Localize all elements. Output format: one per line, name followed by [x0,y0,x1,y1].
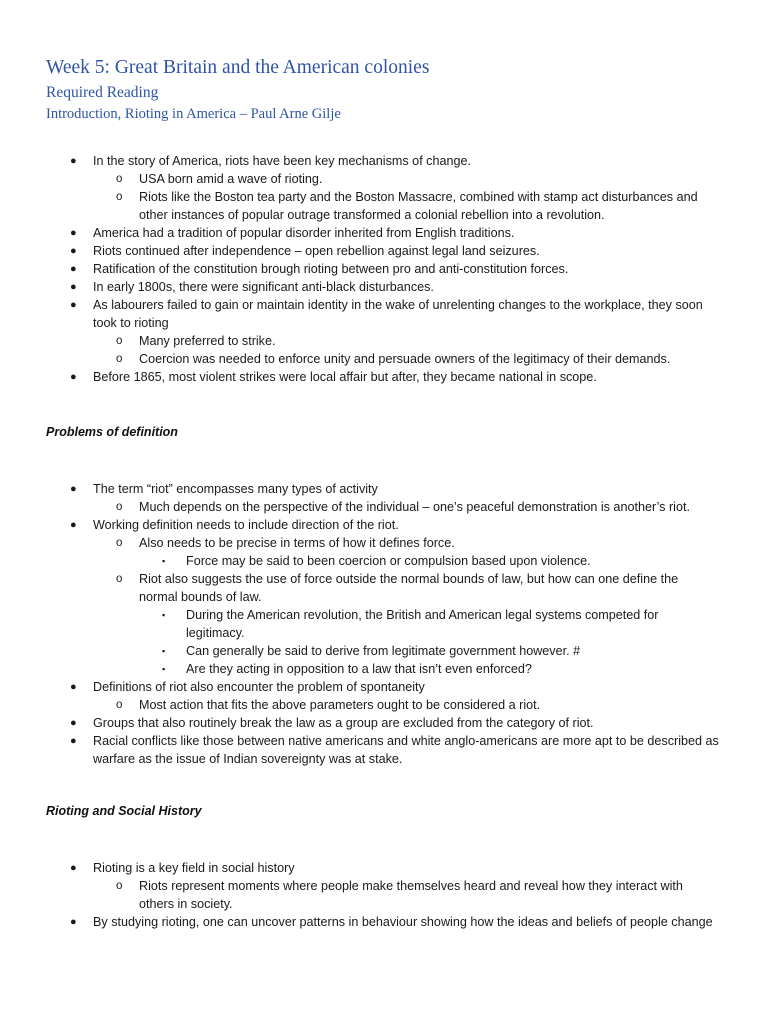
bullet-list-rioting-and-social-history [0,859,768,931]
bullet-marker: o [116,537,123,549]
list-item: o Most action that fits the above parameters ought to be considered a riot. [116,698,541,712]
required-reading-label: Required Reading [46,84,159,101]
list-item: ▪ During the American revolution, the British and American legal systems competed for legitimacy. [162,608,659,640]
section-heading-problems-of-definition: Problems of definition [46,425,178,439]
list-item: ● Groups that also routinely break the law as a group are excluded from the category of riot. [70,716,594,730]
list-item: o USA born amid a wave of rioting. [116,172,323,186]
list-item: ● In the story of America, riots have been key mechanisms of change. [70,154,472,168]
bullet-marker: ● [70,371,77,383]
bullet-marker: ● [70,519,77,531]
list-item: ▪ Are they acting in opposition to a law that isn’t even enforced? [162,662,532,676]
list-item: o Riots like the Boston tea party and the Boston Massacre, combined with stamp act disturbances and other instances of popular outrage transformed a colonial rebellion into a revolution. [116,190,698,222]
bullet-marker: ▪ [162,646,166,656]
bullet-marker: o [116,880,123,892]
bullet-marker: ● [70,916,77,928]
section-heading-rioting-and-social-history: Rioting and Social History [46,804,202,818]
bullet-marker: ● [70,155,77,167]
bullet-marker: ▪ [162,664,166,674]
bullet-list-intro [0,152,768,386]
list-item: o Many preferred to strike. [116,334,276,348]
list-item: ● As labourers failed to gain or maintain identity in the wake of unrelenting changes to the workplace, they soon took to rioting [70,298,703,330]
bullet-marker: o [116,191,123,203]
list-item: ● In early 1800s, there were significant anti-black disturbances. [70,280,434,294]
bullet-marker: o [116,335,123,347]
list-item: o Much depends on the perspective of the individual – one’s peaceful demonstration is another’s riot. [116,500,690,514]
list-item: ● Racial conflicts like those between native americans and white anglo-americans are more apt to be described as warfare as the issue of Indian sovereignty was at stake. [70,734,719,766]
bullet-marker: ● [70,281,77,293]
reading-citation: Introduction, Rioting in America – Paul Arne Gilje [46,106,341,122]
bullet-marker: o [116,173,123,185]
bullet-marker: ● [70,681,77,693]
bullet-marker: ● [70,862,77,874]
bullet-marker: ● [70,717,77,729]
list-item: ● Riots continued after independence – open rebellion against legal land seizures. [70,244,540,258]
document-title: Week 5: Great Britain and the American colonies [46,57,430,78]
list-item: ● America had a tradition of popular disorder inherited from English traditions. [70,226,515,240]
bullet-marker: o [116,353,123,365]
list-item: ● Ratification of the constitution brough rioting between pro and anti-constitution forces. [70,262,569,276]
bullet-marker: ● [70,299,77,311]
list-item: ● Working definition needs to include direction of the riot. [70,518,399,532]
list-item: o Coercion was needed to enforce unity and persuade owners of the legitimacy of their demands. [116,352,671,366]
list-item: ▪ Can generally be said to derive from legitimate government however. # [162,644,581,658]
bullet-list-problems-of-definition [0,480,768,768]
list-item: o Also needs to be precise in terms of how it defines force. [116,536,455,550]
bullet-marker: ▪ [162,610,166,620]
bullet-marker: ● [70,263,77,275]
bullet-marker: ▪ [162,556,166,566]
list-item: o Riot also suggests the use of force outside the normal bounds of law, but how can one define the normal bounds of law. [116,572,679,604]
list-item: ● By studying rioting, one can uncover patterns in behaviour showing how the ideas and beliefs of people change [70,915,713,929]
list-item: ▪ Force may be said to been coercion or compulsion based upon violence. [162,554,591,568]
bullet-marker: o [116,501,123,513]
bullet-marker: ● [70,483,77,495]
list-item: o Riots represent moments where people make themselves heard and reveal how they interact with others in society. [116,879,683,911]
bullet-marker: o [116,573,123,585]
bullet-marker: ● [70,245,77,257]
list-item: ● Rioting is a key field in social history [70,861,295,875]
bullet-marker: o [116,699,123,711]
list-item: ● Definitions of riot also encounter the problem of spontaneity [70,680,425,694]
bullet-marker: ● [70,735,77,747]
list-item: ● The term “riot” encompasses many types of activity [70,482,378,496]
bullet-marker: ● [70,227,77,239]
list-item: ● Before 1865, most violent strikes were local affair but after, they became national in scope. [70,370,597,384]
